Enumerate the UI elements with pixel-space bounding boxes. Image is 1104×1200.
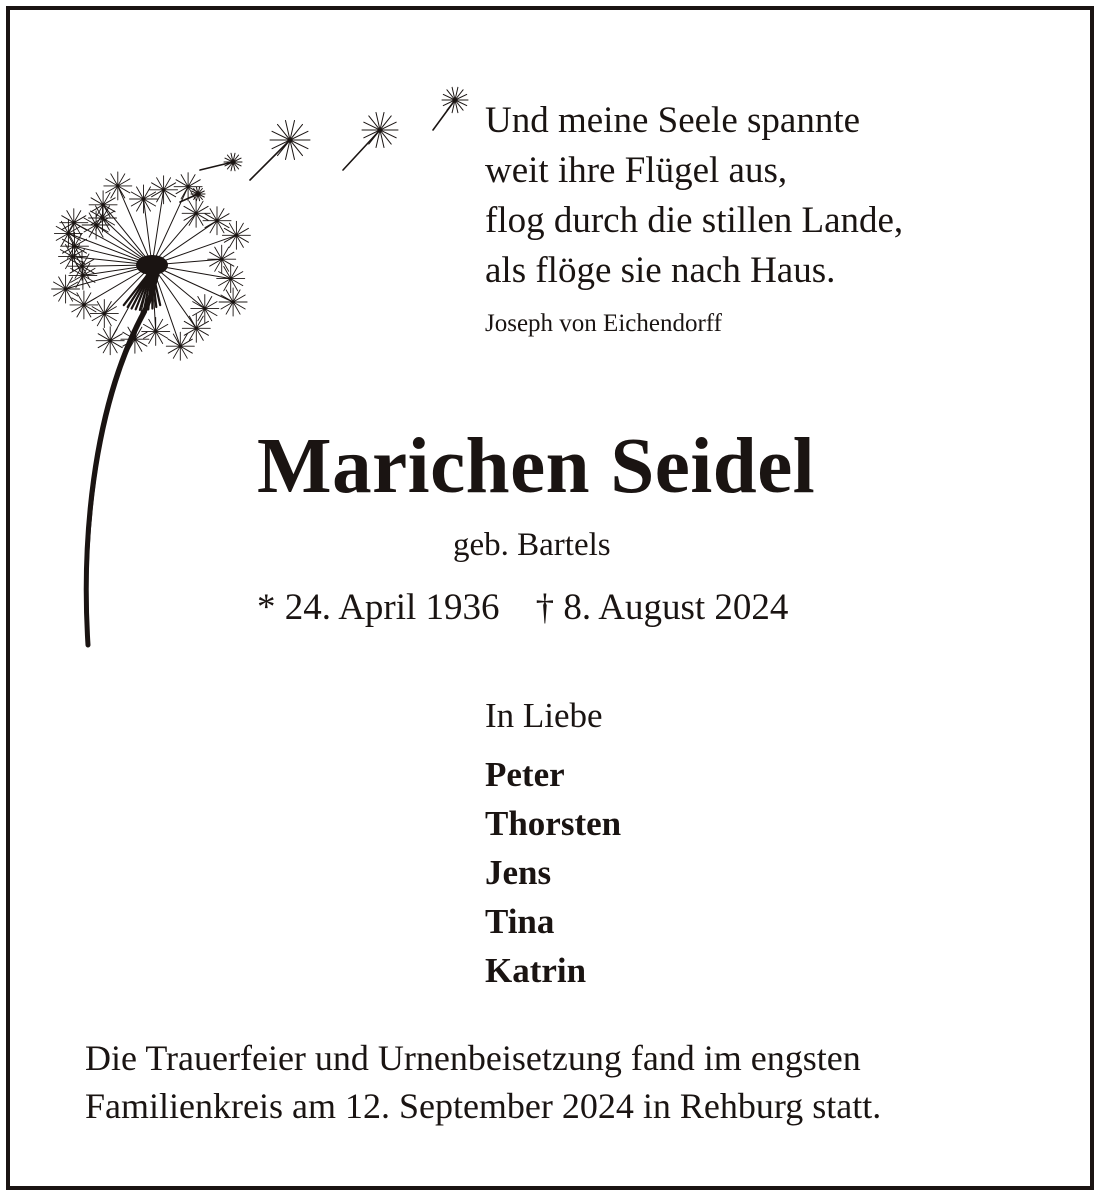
birth-date: * 24. April 1936: [257, 587, 500, 628]
mourner-name: Tina: [485, 902, 555, 941]
deceased-name: Marichen Seidel: [257, 423, 816, 510]
service-line: Familienkreis am 12. September 2024 in Rehburg statt.: [85, 1086, 882, 1126]
mourner-name: Thorsten: [485, 804, 622, 843]
poem-line: als flöge sie nach Haus.: [485, 250, 836, 291]
mourner-name: Jens: [485, 853, 552, 892]
poem-line: weit ihre Flügel aus,: [485, 150, 788, 191]
mourner-name: Peter: [485, 755, 565, 794]
poem-line: flog durch die stillen Lande,: [485, 200, 904, 241]
poem-line: Und meine Seele spannte: [485, 100, 861, 141]
dandelion-icon: [50, 80, 480, 660]
death-date: † 8. August 2024: [535, 587, 789, 628]
mourners-list: [485, 750, 621, 995]
poem-author: Joseph von Eichendorff: [485, 310, 722, 337]
mourners-intro: In Liebe: [485, 696, 603, 735]
poem: [485, 96, 903, 296]
service-line: Die Trauerfeier und Urnenbeisetzung fand im engsten: [85, 1038, 861, 1078]
life-dates: [257, 586, 788, 629]
mourner-name: Katrin: [485, 951, 587, 990]
service-notice: [85, 1034, 881, 1130]
maiden-name: geb. Bartels: [453, 527, 611, 563]
